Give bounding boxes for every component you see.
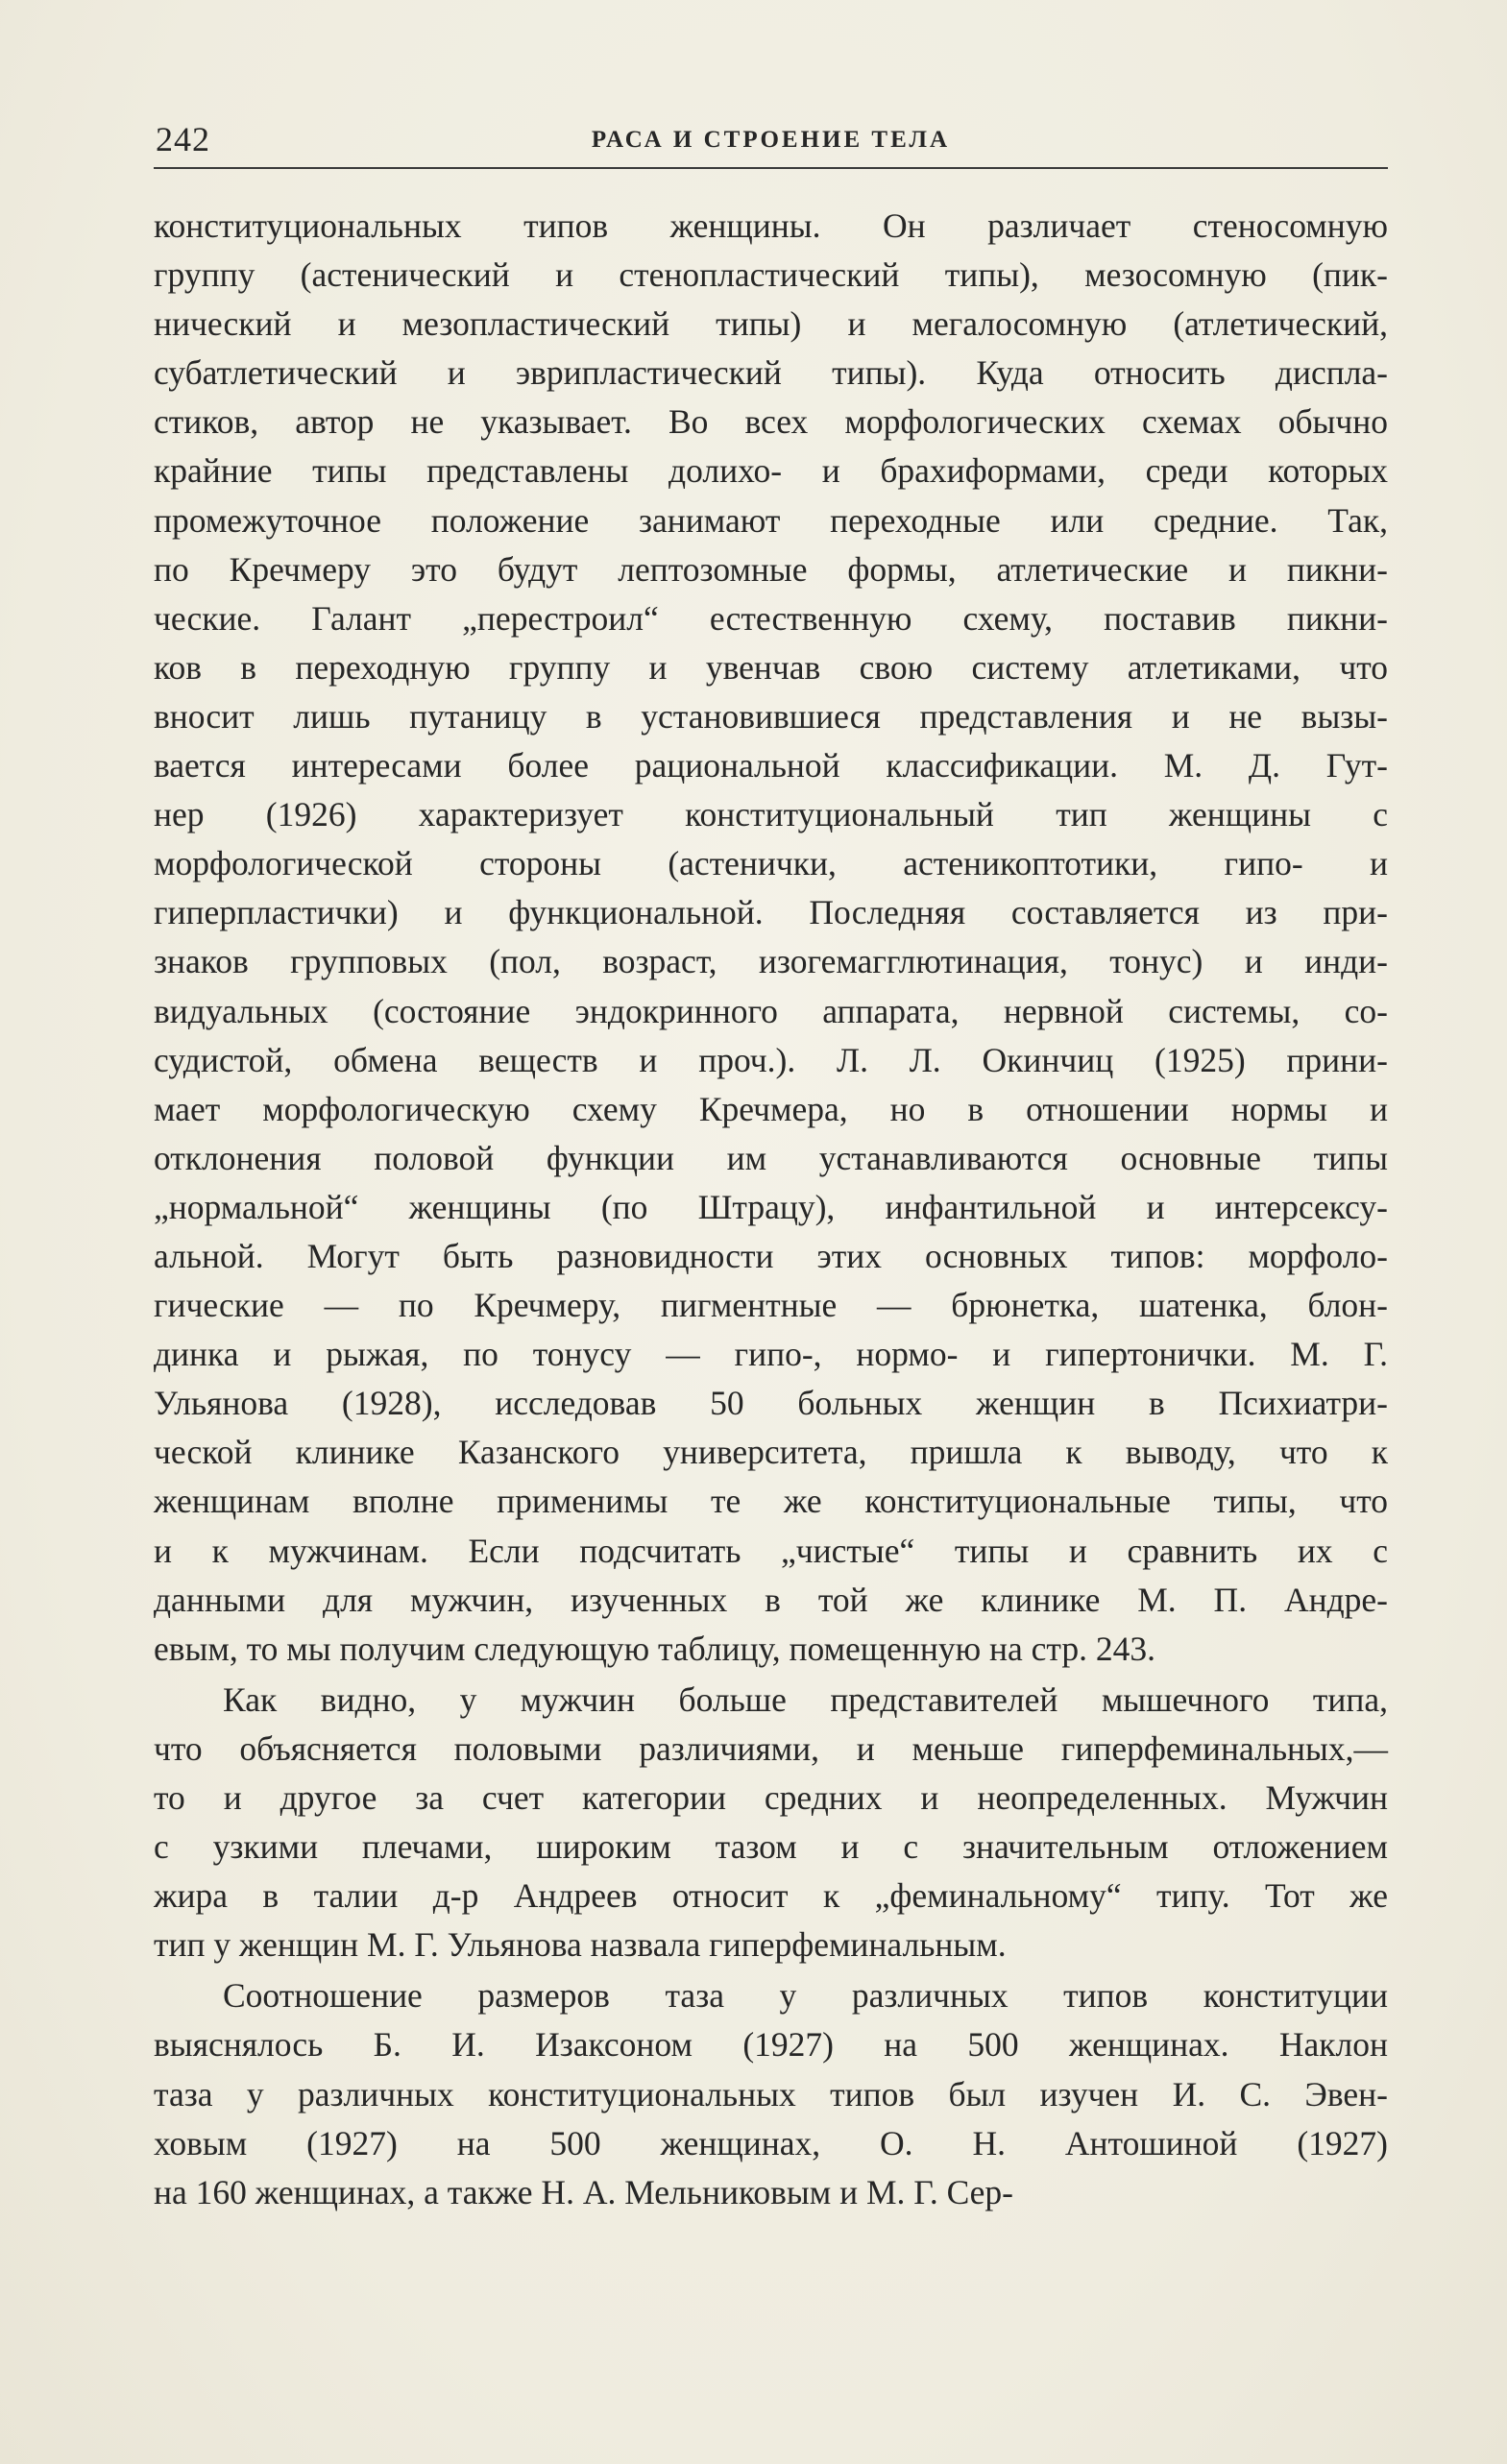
text-line: выяснялось Б. И. Изаксоном (1927) на 500 женщинах. Наклон	[154, 2025, 1388, 2065]
text-line: вносит лишь путаницу в установившиеся представления и не вызы-	[154, 696, 1388, 736]
text-line: нер (1926) характеризует конституциональный тип женщины с	[154, 795, 1388, 834]
text-line: евым, то мы получим следующую таблицу, помещенную на стр. 243.	[154, 1629, 1155, 1668]
paragraph	[154, 1676, 1388, 1970]
text-line: ховым (1927) на 500 женщинах, О. Н. Антошиной (1927)	[154, 2123, 1388, 2162]
text-line: крайние типы представлены долихо- и брахиформами, среди которых	[154, 451, 1388, 491]
text-line: морфологической стороны (астенички, астеникоптотики, гипо- и	[154, 844, 1388, 883]
text-line: судистой, обмена веществ и проч.). Л. Л. Окинчиц (1925) прини-	[154, 1040, 1388, 1079]
text-line: промежуточное положение занимают переходные или средние. Так,	[154, 500, 1388, 540]
text-line: тип у женщин М. Г. Ульянова назвала гиперфеминальным.	[154, 1925, 1007, 1965]
text-line: гиперпластички) и функциональной. Последняя составляется из при-	[154, 893, 1388, 932]
text-line: что объясняется половыми различиями, и меньше гиперфеминальных,—	[154, 1728, 1388, 1768]
text-line: женщинам вполне применимы те же конституциональные типы, что	[154, 1482, 1388, 1521]
text-line: вается интересами более рациональной классификации. М. Д. Гут-	[154, 746, 1388, 785]
text-line: ческой клинике Казанского университета, пришла к выводу, что к	[154, 1433, 1388, 1472]
text-line: стиков, автор не указывает. Во всех морфологических схемах обычно	[154, 402, 1388, 442]
paragraph	[154, 202, 1388, 1674]
text-line: видуальных (состояние эндокринного аппарата, нервной системы, со-	[154, 991, 1388, 1030]
text-line: и к мужчинам. Если подсчитать „чистые“ типы и сравнить их с	[154, 1531, 1388, 1570]
text-line: то и другое за счет категории средних и неопределенных. Мужчин	[154, 1778, 1388, 1817]
running-title: РАСА И СТРОЕНИЕ ТЕЛА	[591, 127, 951, 153]
text-line: Как видно, у мужчин больше представителей мышечного типа,	[223, 1679, 1388, 1719]
running-head	[154, 113, 1388, 169]
text-line: на 160 женщинах, а также Н. А. Мельниковым и М. Г. Сер-	[154, 2172, 1014, 2211]
body-text	[154, 202, 1388, 2217]
text-line: ческие. Галант „перестроил“ естественную схему, поставив пикни-	[154, 598, 1388, 638]
text-line: ков в переходную группу и увенчав свою систему атлетиками, что	[154, 647, 1388, 687]
text-line: с узкими плечами, широким тазом и с значительным отложением	[154, 1827, 1388, 1867]
text-line: отклонения половой функции им устанавливаются основные типы	[154, 1138, 1388, 1177]
text-line: знаков групповых (пол, возраст, изогемагглютинация, тонус) и инди-	[154, 942, 1388, 981]
text-line: мает морфологическую схему Кречмера, но в отношении нормы и	[154, 1089, 1388, 1128]
text-line: субатлетический и эврипластический типы). Куда относить диспла-	[154, 353, 1388, 393]
text-line: нический и мезопластический типы) и мегалосомную (атлетический,	[154, 304, 1388, 344]
text-line: динка и рыжая, по тонусу — гипо-, нормо- и гипертонички. М. Г.	[154, 1335, 1388, 1374]
page-number: 242	[156, 120, 210, 158]
text-line: жира в талии д-р Андреев относит к „феминальному“ типу. Тот же	[154, 1876, 1388, 1916]
text-line: таза у различных конституциональных типов был изучен И. С. Эвен-	[154, 2074, 1388, 2114]
text-line: по Кречмеру это будут лептозомные формы, атлетические и пикни-	[154, 549, 1388, 589]
text-line: Ульянова (1928), исследовав 50 больных женщин в Психиатри-	[154, 1384, 1388, 1423]
text-line: альной. Могут быть разновидности этих основных типов: морфоло-	[154, 1236, 1388, 1275]
text-line: „нормальной“ женщины (по Штрацу), инфантильной и интерсексу-	[154, 1187, 1388, 1226]
text-line: гические — по Кречмеру, пигментные — брюнетка, шатенка, блон-	[154, 1286, 1388, 1325]
text-line: конституциональных типов женщины. Он различает стеносомную	[154, 206, 1388, 245]
text-line: данными для мужчин, изученных в той же клинике М. П. Андре-	[154, 1580, 1388, 1619]
text-line: группу (астенический и стенопластический типы), мезосомную (пик-	[154, 255, 1388, 295]
paragraph	[154, 1971, 1388, 2216]
text-line: Соотношение размеров таза у различных типов конституции	[223, 1976, 1388, 2016]
